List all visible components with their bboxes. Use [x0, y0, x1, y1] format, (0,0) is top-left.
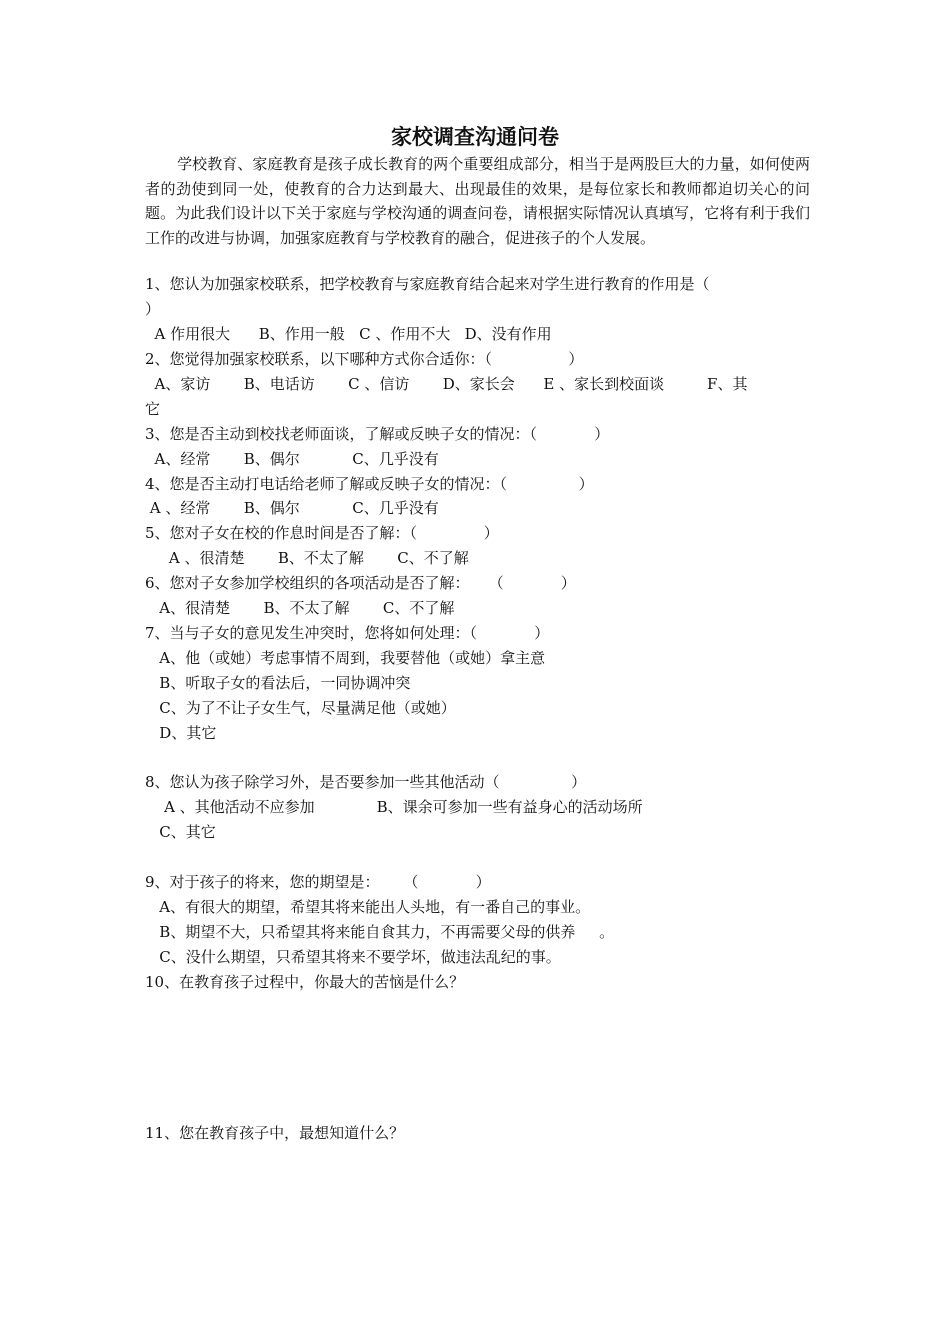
intro-paragraph	[145, 152, 810, 250]
question-2-stem: 2、您觉得加强家校联系，以下哪种方式你合适你：（ ）	[145, 350, 584, 368]
question-4-stem: 4、您是否主动打电话给老师了解或反映子女的情况：（ ）	[145, 475, 594, 493]
question-8-options: A 、其他活动不应参加 B、课余可参加一些有益身心的活动场所	[145, 798, 643, 816]
question-7-option-c: C、为了不让子女生气，尽量满足他（或她）	[145, 699, 456, 717]
question-9-stem: 9、对于孩子的将来，您的期望是： （ ）	[145, 873, 491, 891]
question-10-stem: 10、在教育孩子过程中，你最大的苦恼是什么？	[145, 973, 465, 991]
intro-text: 学校教育、家庭教育是孩子成长教育的两个重要组成部分，相当于是两股巨大的力量，如何使两者的劲使到同一处，使教育的合力达到最大、出现最佳的效果，是每位家长和教师都迫切关心的问题。为此我们设计以下关于家庭与学校沟通的调查问卷，请根据实际情况认真填写，它将有利于我们工作的改进与协调，加强家庭教育与学校教育的融合，促进孩子的个人发展。	[145, 155, 810, 247]
question-7-stem: 7、当与子女的意见发生冲突时，您将如何处理：（ ）	[145, 624, 550, 642]
question-6-options: A、很清楚 B、不太了解 C、不了解	[145, 599, 455, 617]
question-8-options-cont: C、其它	[145, 823, 216, 841]
question-2-options-cont: 它	[145, 400, 161, 418]
question-5-options: A 、很清楚 B、不太了解 C、不了解	[145, 549, 469, 567]
question-3-options: A、经常 B、偶尔 C、几乎没有	[145, 450, 439, 468]
question-4-options: A 、经常 B、偶尔 C、几乎没有	[145, 499, 439, 517]
question-11-stem: 11、您在教育孩子中，最想知道什么？	[145, 1124, 405, 1142]
question-9-option-c: C、没什么期望，只希望其将来不要学坏，做违法乱纪的事。	[145, 948, 561, 966]
question-7-option-b: B、听取子女的看法后，一同协调冲突	[145, 674, 411, 692]
question-7-option-a: A、他（或她）考虑事情不周到，我要替他（或她）拿主意	[145, 649, 546, 667]
question-1-options: A 作用很大 B、作用一般 C 、作用不大 D、没有作用	[145, 325, 552, 343]
question-6-stem: 6、您对子女参加学校组织的各项活动是否了解： （ ）	[145, 574, 576, 592]
question-9-option-a: A、有很大的期望，希望其将来能出人头地，有一番自己的事业。	[145, 898, 591, 916]
question-1-stem-cont: ）	[145, 300, 161, 318]
question-5-stem: 5、您对子女在校的作息时间是否了解：（ ）	[145, 524, 499, 542]
question-3-stem: 3、您是否主动到校找老师面谈，了解或反映子女的情况：（ ）	[145, 425, 610, 443]
question-8-stem: 8、您认为孩子除学习外，是否要参加一些其他活动（ ）	[145, 773, 587, 791]
question-7-option-d: D、其它	[145, 724, 217, 742]
question-2-options: A、家访 B、电话访 C 、信访 D、家长会 E 、家长到校面谈 F、其	[145, 375, 748, 393]
question-1-stem: 1、您认为加强家校联系，把学校教育与家庭教育结合起来对学生进行教育的作用是（	[145, 275, 710, 293]
question-9-option-b: B、期望不大，只希望其将来能自食其力，不再需要父母的供养 。	[145, 923, 615, 941]
page-title: 家校调查沟通问卷	[391, 124, 559, 149]
